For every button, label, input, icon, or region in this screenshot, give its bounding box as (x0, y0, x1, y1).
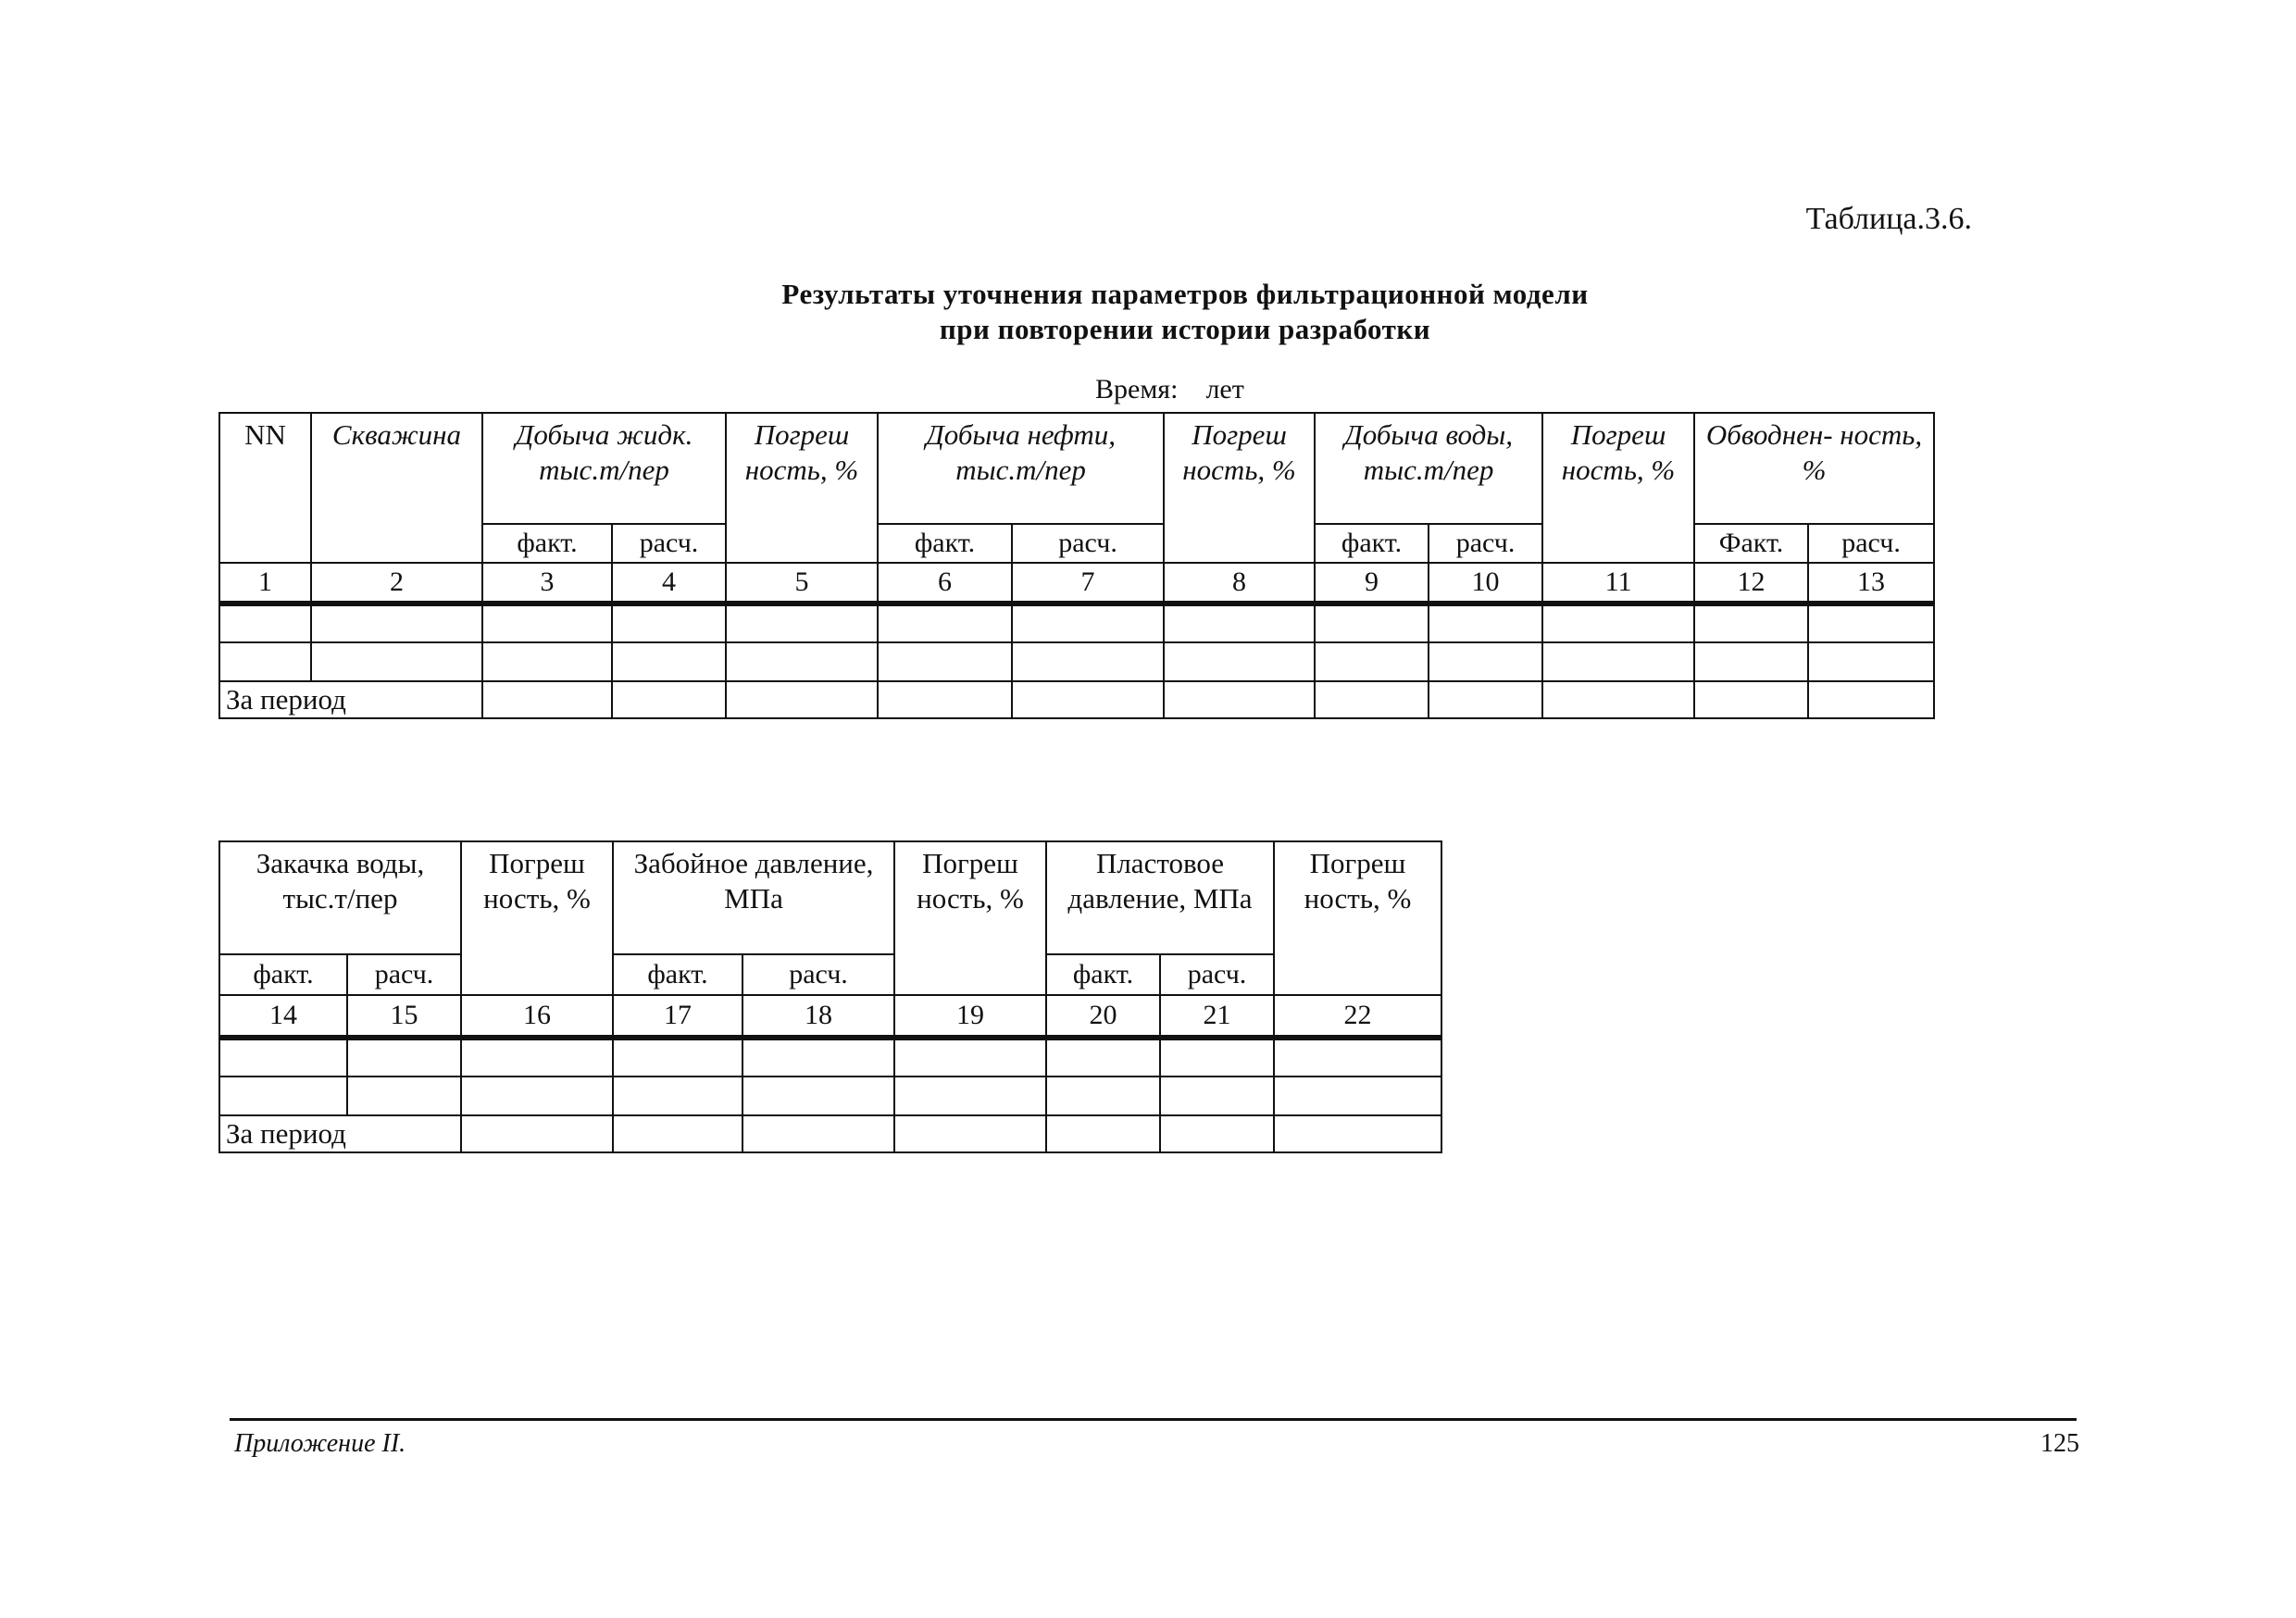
empty-cell (219, 1077, 347, 1115)
empty-cell (1315, 681, 1429, 718)
empty-cell (726, 642, 878, 681)
subheader-calc-13: расч. (1808, 524, 1934, 563)
empty-cell (742, 1115, 894, 1152)
header-error-19: Погреш ность, % (894, 841, 1046, 995)
header-liquid-production: Добыча жидк. тыс.т/пер (482, 413, 726, 524)
header-well: Скважина (311, 413, 482, 563)
column-number: 1 (219, 563, 311, 604)
table-number: Таблица.3.6. (1805, 202, 1972, 236)
time-label: Время: (1095, 374, 1179, 404)
empty-cell (1046, 1077, 1160, 1115)
empty-cell (1012, 642, 1164, 681)
column-number: 8 (1164, 563, 1315, 604)
empty-cell (726, 681, 878, 718)
header-error-5: Погреш ность, % (726, 413, 878, 563)
empty-cell (1164, 642, 1315, 681)
subheader-calc-18: расч. (742, 954, 894, 995)
empty-cell (1160, 1115, 1274, 1152)
empty-cell (1012, 604, 1164, 642)
empty-cell (894, 1038, 1046, 1077)
empty-cell (1542, 604, 1694, 642)
subheader-calc-4: расч. (612, 524, 726, 563)
empty-cell (461, 1038, 613, 1077)
header-row (219, 841, 1441, 954)
column-number: 18 (742, 995, 894, 1038)
table-row (219, 642, 1934, 681)
empty-cell (612, 681, 726, 718)
table-row (219, 604, 1934, 642)
empty-cell (1429, 681, 1542, 718)
header-error-8: Погреш ность, % (1164, 413, 1315, 563)
subheader-calc-15: расч. (347, 954, 461, 995)
subheader-fact-6: факт. (878, 524, 1012, 563)
table-title-line-2: при повторении истории разработки (939, 313, 1431, 345)
empty-cell (482, 642, 612, 681)
empty-cell (347, 1038, 461, 1077)
empty-cell (878, 604, 1012, 642)
header-error-16: Погреш ность, % (461, 841, 613, 995)
subheader-row (219, 954, 1441, 995)
header-water-injection: Закачка воды, тыс.т/пер (219, 841, 461, 954)
empty-cell (1542, 681, 1694, 718)
empty-cell (1315, 642, 1429, 681)
column-number: 11 (1542, 563, 1694, 604)
header-row (219, 413, 1934, 524)
empty-cell (1046, 1115, 1160, 1152)
empty-cell (613, 1115, 742, 1152)
column-number: 20 (1046, 995, 1160, 1038)
column-number: 6 (878, 563, 1012, 604)
subheader-calc-21: расч. (1160, 954, 1274, 995)
empty-cell (1160, 1038, 1274, 1077)
column-number-row (219, 995, 1441, 1038)
empty-cell (311, 642, 482, 681)
empty-cell (1808, 681, 1934, 718)
subheader-fact-14: факт. (219, 954, 347, 995)
header-watercut: Обводнен- ность, % (1694, 413, 1934, 524)
empty-cell (461, 1115, 613, 1152)
empty-cell (1274, 1077, 1441, 1115)
empty-cell (1046, 1038, 1160, 1077)
total-label: За период (219, 681, 482, 718)
empty-cell (1429, 642, 1542, 681)
empty-cell (461, 1077, 613, 1115)
empty-cell (726, 604, 878, 642)
footer-appendix: Приложение II. (234, 1429, 406, 1458)
column-number: 17 (613, 995, 742, 1038)
empty-cell (878, 642, 1012, 681)
empty-cell (1315, 604, 1429, 642)
empty-cell (1429, 604, 1542, 642)
empty-cell (742, 1077, 894, 1115)
total-row (219, 1115, 1441, 1152)
empty-cell (1164, 604, 1315, 642)
column-number: 7 (1012, 563, 1164, 604)
empty-cell (742, 1038, 894, 1077)
empty-cell (1012, 681, 1164, 718)
empty-cell (1808, 604, 1934, 642)
header-water-production: Добыча воды, тыс.т/пер (1315, 413, 1542, 524)
empty-cell (219, 642, 311, 681)
header-oil-production: Добыча нефти, тыс.т/пер (878, 413, 1164, 524)
results-table-2 (218, 840, 1442, 1153)
empty-cell (1274, 1038, 1441, 1077)
empty-cell (1160, 1077, 1274, 1115)
empty-cell (613, 1038, 742, 1077)
subheader-calc-7: расч. (1012, 524, 1164, 563)
empty-cell (482, 604, 612, 642)
empty-cell (219, 604, 311, 642)
subheader-fact-12: Факт. (1694, 524, 1808, 563)
empty-cell (1694, 681, 1808, 718)
empty-cell (1274, 1115, 1441, 1152)
header-error-11: Погреш ность, % (1542, 413, 1694, 563)
table-title-line-1: Результаты уточнения параметров фильтрационной модели (781, 278, 1589, 310)
subheader-fact-17: факт. (613, 954, 742, 995)
time-unit: лет (1205, 374, 1244, 404)
column-number: 10 (1429, 563, 1542, 604)
column-number: 14 (219, 995, 347, 1038)
empty-cell (612, 642, 726, 681)
table-row (219, 1077, 1441, 1115)
empty-cell (613, 1077, 742, 1115)
empty-cell (878, 681, 1012, 718)
column-number: 16 (461, 995, 613, 1038)
subheader-fact-9: факт. (1315, 524, 1429, 563)
column-number: 5 (726, 563, 878, 604)
subheader-calc-10: расч. (1429, 524, 1542, 563)
total-row (219, 681, 1934, 718)
empty-cell (894, 1077, 1046, 1115)
subheader-fact-3: факт. (482, 524, 612, 563)
empty-cell (1694, 642, 1808, 681)
column-number: 13 (1808, 563, 1934, 604)
empty-cell (347, 1077, 461, 1115)
empty-cell (219, 1038, 347, 1077)
empty-cell (482, 681, 612, 718)
column-number: 4 (612, 563, 726, 604)
column-number: 9 (1315, 563, 1429, 604)
empty-cell (1694, 604, 1808, 642)
empty-cell (1808, 642, 1934, 681)
time-caption (1095, 374, 1244, 405)
empty-cell (1164, 681, 1315, 718)
footer-rule (230, 1418, 2077, 1421)
page-number: 125 (2040, 1429, 2079, 1458)
total-label: За период (219, 1115, 461, 1152)
column-number: 19 (894, 995, 1046, 1038)
header-bottomhole-pressure: Забойное давление, МПа (613, 841, 894, 954)
empty-cell (1542, 642, 1694, 681)
header-error-22: Погреш ность, % (1274, 841, 1441, 995)
results-table-1 (218, 412, 1935, 719)
column-number: 15 (347, 995, 461, 1038)
column-number: 3 (482, 563, 612, 604)
empty-cell (311, 604, 482, 642)
column-number: 12 (1694, 563, 1808, 604)
column-number: 22 (1274, 995, 1441, 1038)
empty-cell (612, 604, 726, 642)
header-nn: NN (219, 413, 311, 563)
column-number: 21 (1160, 995, 1274, 1038)
subheader-fact-20: факт. (1046, 954, 1160, 995)
column-number: 2 (311, 563, 482, 604)
table-row (219, 1038, 1441, 1077)
column-number-row (219, 563, 1934, 604)
header-reservoir-pressure: Пластовое давление, МПа (1046, 841, 1274, 954)
empty-cell (894, 1115, 1046, 1152)
